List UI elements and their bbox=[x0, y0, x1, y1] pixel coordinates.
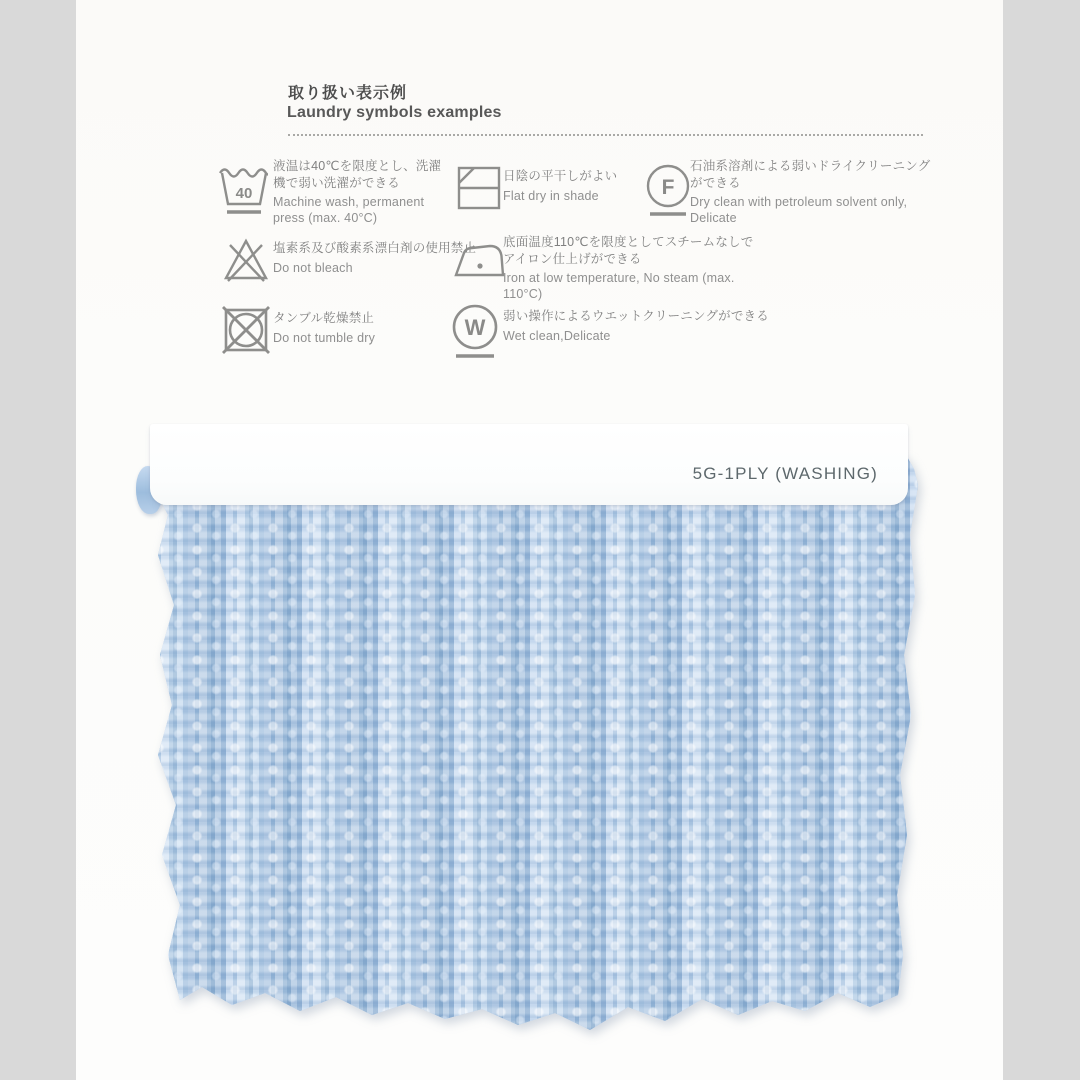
symbol-description-ja: タンブル乾燥禁止 bbox=[273, 311, 375, 325]
symbol-description-en: Machine wash, permanent press (max. 40°C) bbox=[273, 195, 425, 226]
wet-clean-icon bbox=[449, 302, 501, 360]
symbol-description-ja: 石油系溶剤による弱いドライクリーニングができる bbox=[690, 159, 931, 190]
iron-low-icon bbox=[452, 238, 506, 280]
right-gray-band bbox=[1003, 0, 1080, 1080]
sample-header-card bbox=[150, 424, 908, 505]
symbol-description-en: Wet clean,Delicate bbox=[503, 328, 611, 343]
symbol-description-en: Iron at low temperature, No steam (max. 110°C) bbox=[503, 271, 735, 302]
swatch-photo bbox=[76, 400, 1003, 1080]
machine-wash-40-text bbox=[273, 158, 445, 227]
left-gray-band bbox=[0, 0, 76, 1080]
page-title-english: Laundry symbols examples bbox=[287, 104, 502, 121]
dry-clean-letter: F bbox=[661, 176, 675, 199]
dotted-divider bbox=[288, 126, 923, 136]
sample-label: 5G-1PLY (WASHING) bbox=[692, 464, 878, 483]
machine-wash-40-icon bbox=[217, 160, 271, 218]
flat-dry-shade-icon bbox=[455, 164, 503, 212]
page-title-japanese: 取り扱い表示例 bbox=[288, 85, 408, 102]
wet-clean-letter: W bbox=[464, 315, 486, 340]
wash-temp-number: 40 bbox=[235, 185, 253, 202]
symbol-description-ja: 底面温度110℃を限度としてスチームなしでアイロン仕上げができる bbox=[503, 235, 754, 266]
iron-low-text bbox=[503, 234, 755, 303]
dry-clean-petroleum-icon bbox=[643, 162, 693, 218]
symbol-description-ja: 日陰の平干しがよい bbox=[503, 169, 618, 183]
symbol-description-en: Do not bleach bbox=[273, 260, 353, 275]
symbol-description-ja: 液温は40℃を限度とし、洗濯機で弱い洗濯ができる bbox=[273, 159, 442, 190]
knit-texture bbox=[150, 455, 920, 1032]
symbol-description-en: Do not tumble dry bbox=[273, 330, 376, 345]
knit-swatch bbox=[150, 455, 920, 1032]
do-not-tumble-dry-icon bbox=[220, 304, 272, 356]
symbol-description-en: Dry clean with petroleum solvent only, Delicate bbox=[690, 195, 908, 226]
dry-clean-petroleum-text bbox=[690, 158, 940, 227]
wet-clean-text bbox=[503, 308, 803, 344]
symbol-description-ja: 弱い操作によるウエットクリーニングができる bbox=[503, 309, 769, 323]
do-not-bleach-icon bbox=[220, 236, 272, 284]
symbol-description-ja: 塩素系及び酸素系漂白剤の使用禁止 bbox=[273, 241, 477, 255]
paper-page bbox=[76, 0, 1003, 1080]
symbol-description-en: Flat dry in shade bbox=[503, 188, 599, 203]
